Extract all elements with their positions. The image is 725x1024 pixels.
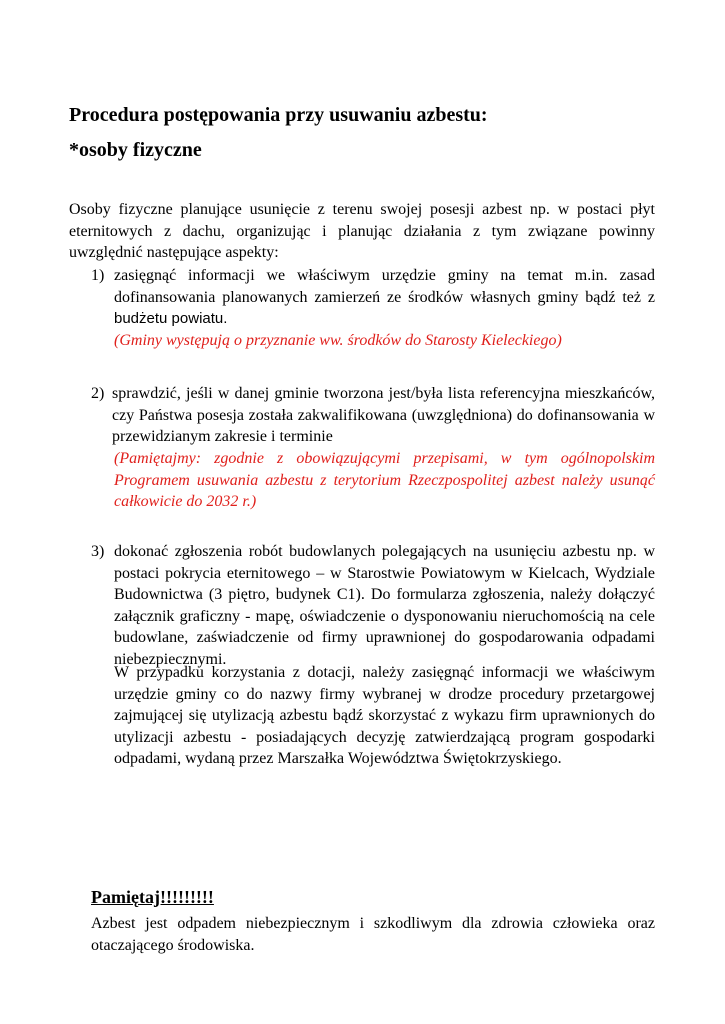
page-title: Procedura postępowania przy usuwaniu azbestu: <box>69 104 488 126</box>
list-item-tail: budżetu powiatu. <box>114 310 228 327</box>
list-marker: 1) <box>91 267 105 284</box>
intro-paragraph: Osoby fizyczne planujące usunięcie z terenu swojej posesji azbest np. w postaci płyt eternitowych z dachu, organizując i planując działania z tym związane powinny uwzględnić następujące aspekty: <box>69 201 655 261</box>
warning-text: Azbest jest odpadem niebezpiecznym i szkodliwym dla zdrowia człowieka oraz otaczającego środowiska. <box>91 915 655 954</box>
list-item-extra: W przypadku korzystania z dotacji, należy zasięgnąć informacji we właściwym urzędzie gminy co do nazwy firmy wybranej w drodze procedury przetargowej zajmującej się utylizacją azbestu bądź skorzystać z wykazu firm uprawnionych do utylizacji azbestu - posiadających decyzję zatwierdzającą program gospodarki odpadami, wydaną przez Marszałka Województwa Świętokrzyskiego. <box>114 664 655 767</box>
page-subtitle: *osoby fizyczne <box>69 139 202 161</box>
list-marker: 2) <box>91 385 105 402</box>
list-item-body: zasięgnąć informacji we właściwym urzędzie gminy na temat m.in. zasad dofinansowania planowanych zamierzeń ze środków własnych gminy bądź też z <box>114 267 655 306</box>
list-item-text: dokonać zgłoszenia robót budowlanych polegających na usunięciu azbestu np. w postaci pokrycia eternitowego – w Starostwie Powiatowym w Kielcach, Wydziale Budownictwa (3 piętro, budynek C1). Do formularza zgłoszenia, należy dołączyć załącznik graficzny - mapę, oświadczenie o dysponowaniu nieruchomością na cele budowlane, zaświadczenie od firmy uprawnionej do gospodarowania odpadami niebezpiecznymi. <box>114 543 655 668</box>
list-item-text <box>114 265 655 330</box>
list-marker: 3) <box>91 543 105 560</box>
list-item-text: sprawdzić, jeśli w danej gminie tworzona jest/była lista referencyjna mieszkańców, czy Państwa posesja została zakwalifikowana (uwzględniona) do dofinansowania w przewidzianym zakresie i terminie <box>112 385 655 445</box>
warning-heading: Pamiętaj!!!!!!!!! <box>91 887 214 907</box>
list-item-note: (Pamiętajmy: zgodnie z obowiązującymi przepisami, w tym ogólnopolskim Programem usuwania azbestu z terytorium Rzeczpospolitej azbest należy usunąć całkowicie do 2032 r.) <box>114 450 655 510</box>
list-item-note: (Gminy występują o przyznanie ww. środków do Starosty Kieleckiego) <box>114 332 562 349</box>
